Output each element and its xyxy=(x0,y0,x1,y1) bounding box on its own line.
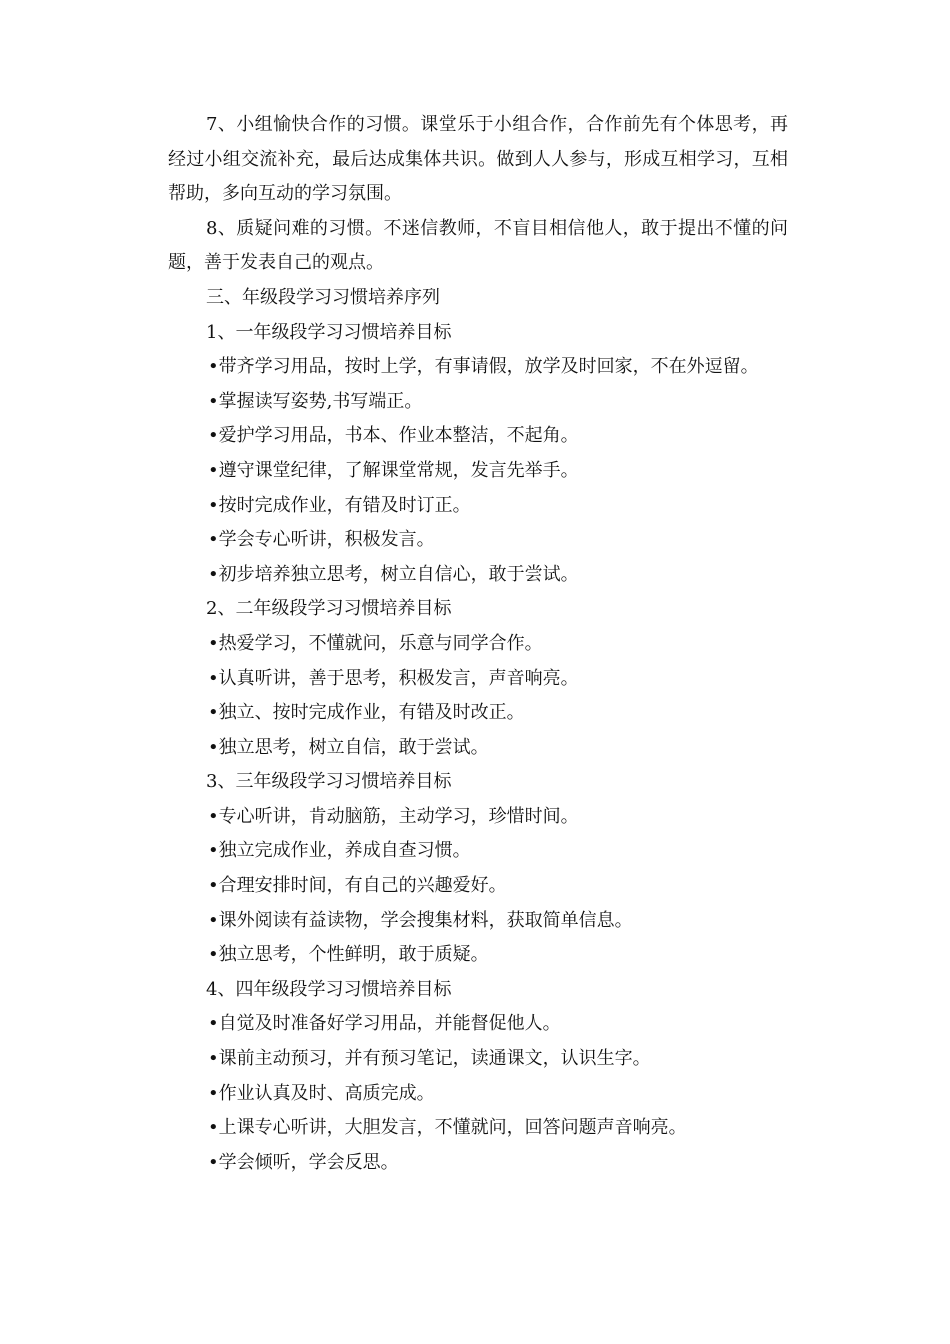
list-item xyxy=(168,938,788,973)
bullet-glyph: • xyxy=(208,1151,219,1173)
list-item-text: 爱护学习用品，书本、作业本整洁，不起角。 xyxy=(218,425,579,447)
list-item-text: 遵守课堂纪律，了解课堂常规，发言先举手。 xyxy=(218,459,579,481)
list-item xyxy=(168,489,788,524)
bullet-glyph: • xyxy=(208,459,219,481)
bullet-glyph: • xyxy=(208,702,219,724)
list-item-text: 按时完成作业，有错及时订正。 xyxy=(218,494,471,516)
list-item xyxy=(168,696,788,731)
list-item-text: 上课专心听讲，大胆发言，不懂就问，回答问题声音响亮。 xyxy=(218,1117,687,1139)
paragraph-habit-7: 7、小组愉快合作的习惯。课堂乐于小组合作，合作前先有个体思考，再经过小组交流补充，最后达成集体共识。做到人人参与，形成互相学习，互相帮助，多向互动的学习氛围。 xyxy=(168,114,788,205)
bullet-glyph: • xyxy=(208,529,219,551)
bullet-glyph: • xyxy=(208,840,219,862)
bullet-glyph: • xyxy=(208,425,219,447)
list-item xyxy=(168,1077,788,1112)
bullet-glyph: • xyxy=(208,667,219,689)
list-item xyxy=(168,419,788,454)
list-item-text: 独立思考，个性鲜明，敢于质疑。 xyxy=(218,944,489,966)
grade1-heading: 1、一年级段学习习惯培养目标 xyxy=(206,321,452,343)
list-item-text: 学会倾听，学会反思。 xyxy=(218,1151,399,1173)
bullet-glyph: • xyxy=(208,356,219,378)
list-item-text: 带齐学习用品，按时上学，有事请假，放学及时回家，不在外逗留。 xyxy=(218,356,759,378)
bullet-glyph: • xyxy=(208,944,219,966)
grade2-heading: 2、二年级段学习习惯培养目标 xyxy=(206,598,452,620)
list-item xyxy=(168,1042,788,1077)
bullet-glyph: • xyxy=(208,390,219,412)
grade3-heading: 3、三年级段学习习惯培养目标 xyxy=(206,771,452,793)
section-title: 三、年级段学习习惯培养序列 xyxy=(206,286,440,308)
list-item-text: 课前主动预习，并有预习笔记，读通课文，认识生字。 xyxy=(218,1048,651,1070)
list-item xyxy=(168,350,788,385)
list-item-text: 掌握读写姿势,书写端正。 xyxy=(218,390,423,412)
list-item-text: 学会专心听讲，积极发言。 xyxy=(218,529,435,551)
list-item-text: 认真听讲，善于思考，积极发言，声音响亮。 xyxy=(218,667,579,689)
list-item xyxy=(168,385,788,420)
bullet-glyph: • xyxy=(208,563,219,585)
list-item-text: 独立完成作业，养成自查习惯。 xyxy=(218,840,471,862)
bullet-glyph: • xyxy=(208,632,219,654)
list-item xyxy=(168,627,788,662)
list-item xyxy=(168,1111,788,1146)
list-item xyxy=(168,904,788,939)
list-item xyxy=(168,834,788,869)
bullet-glyph: • xyxy=(208,1013,219,1035)
list-item-text: 热爱学习，不懂就问，乐意与同学合作。 xyxy=(218,632,543,654)
list-item xyxy=(168,1007,788,1042)
bullet-glyph: • xyxy=(208,1117,219,1139)
bullet-glyph: • xyxy=(208,494,219,516)
list-item-text: 初步培养独立思考，树立自信心，敢于尝试。 xyxy=(218,563,579,585)
bullet-glyph: • xyxy=(208,909,219,931)
list-item xyxy=(168,662,788,697)
bullet-glyph: • xyxy=(208,1048,219,1070)
bullet-glyph: • xyxy=(208,875,219,897)
list-item-text: 专心听讲，肯动脑筋，主动学习，珍惜时间。 xyxy=(218,805,579,827)
list-item-text: 独立、按时完成作业，有错及时改正。 xyxy=(218,702,525,724)
list-item xyxy=(168,731,788,766)
list-item-text: 合理安排时间，有自己的兴趣爱好。 xyxy=(218,875,507,897)
list-item xyxy=(168,523,788,558)
bullet-glyph: • xyxy=(208,736,219,758)
list-item-text: 自觉及时准备好学习用品，并能督促他人。 xyxy=(218,1013,561,1035)
bullet-glyph: • xyxy=(208,805,219,827)
list-item-text: 作业认真及时、高质完成。 xyxy=(218,1082,435,1104)
list-item-text: 独立思考，树立自信，敢于尝试。 xyxy=(218,736,489,758)
list-item xyxy=(168,800,788,835)
bullet-glyph: • xyxy=(208,1082,219,1104)
list-item xyxy=(168,454,788,489)
list-item-text: 课外阅读有益读物，学会搜集材料，获取简单信息。 xyxy=(218,909,633,931)
list-item xyxy=(168,869,788,904)
list-item xyxy=(168,558,788,593)
grade4-heading: 4、四年级段学习习惯培养目标 xyxy=(206,978,452,1000)
list-item xyxy=(168,1146,788,1181)
paragraph-habit-8: 8、质疑问难的习惯。不迷信教师，不盲目相信他人，敢于提出不懂的问题，善于发表自己的观点。 xyxy=(168,217,788,274)
document-body xyxy=(168,108,788,1180)
